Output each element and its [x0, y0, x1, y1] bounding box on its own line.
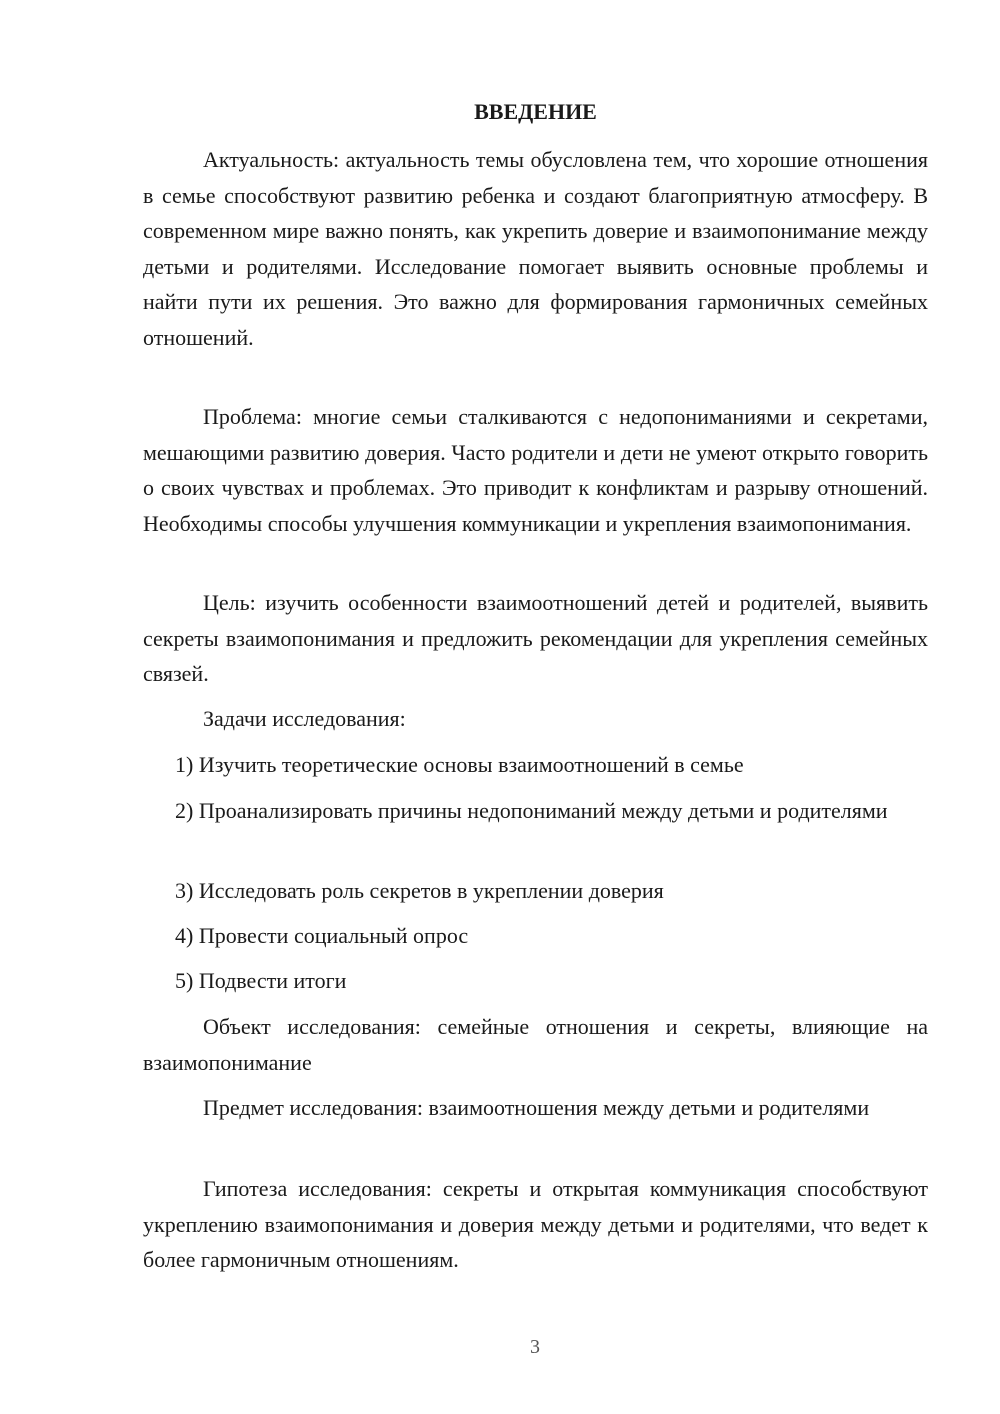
- section-heading: ВВЕДЕНИЕ: [474, 99, 597, 124]
- task-item-2: 2) Проанализировать причины недопониманий между детьми и родителями: [175, 798, 888, 823]
- paragraph-relevance: Актуальность: актуальность темы обусловлена тем, что хорошие отношения в семье способствуют развитию ребенка и создают благоприятную атмосферу. В современном мире важно понять, как укрепить доверие и взаимопонимание между детьми и родителями. Исследование помогает выявить основные проблемы и найти пути их решения. Это важно для формирования гармоничных семейных отношений.: [143, 147, 928, 350]
- paragraph-subject: Предмет исследования: взаимоотношения между детьми и родителями: [203, 1095, 870, 1120]
- paragraph-goal: Цель: изучить особенности взаимоотношений детей и родителей, выявить секреты взаимопонимания и предложить рекомендации для укрепления семейных связей.: [143, 590, 928, 686]
- tasks-heading: Задачи исследования:: [203, 706, 406, 731]
- paragraph-object: Объект исследования: семейные отношения и секреты, влияющие на взаимопонимание: [143, 1014, 928, 1075]
- paragraph-problem: Проблема: многие семьи сталкиваются с недопониманиями и секретами, мешающими развитию доверия. Часто родители и дети не умеют открыто говорить о своих чувствах и проблемах. Это приводит к конфликтам и разрыву отношений. Необходимы способы улучшения коммуникации и укрепления взаимопонимания.: [143, 404, 928, 536]
- paragraph-hypothesis: Гипотеза исследования: секреты и открытая коммуникация способствуют укреплению взаимопонимания и доверия между детьми и родителями, что ведет к более гармоничным отношениям.: [143, 1176, 928, 1272]
- task-item-5: 5) Подвести итоги: [175, 968, 347, 993]
- task-item-3: 3) Исследовать роль секретов в укреплении доверия: [175, 878, 664, 903]
- task-item-4: 4) Провести социальный опрос: [175, 923, 469, 948]
- task-item-1: 1) Изучить теоретические основы взаимоотношений в семье: [175, 752, 744, 777]
- page-number: 3: [530, 1336, 540, 1358]
